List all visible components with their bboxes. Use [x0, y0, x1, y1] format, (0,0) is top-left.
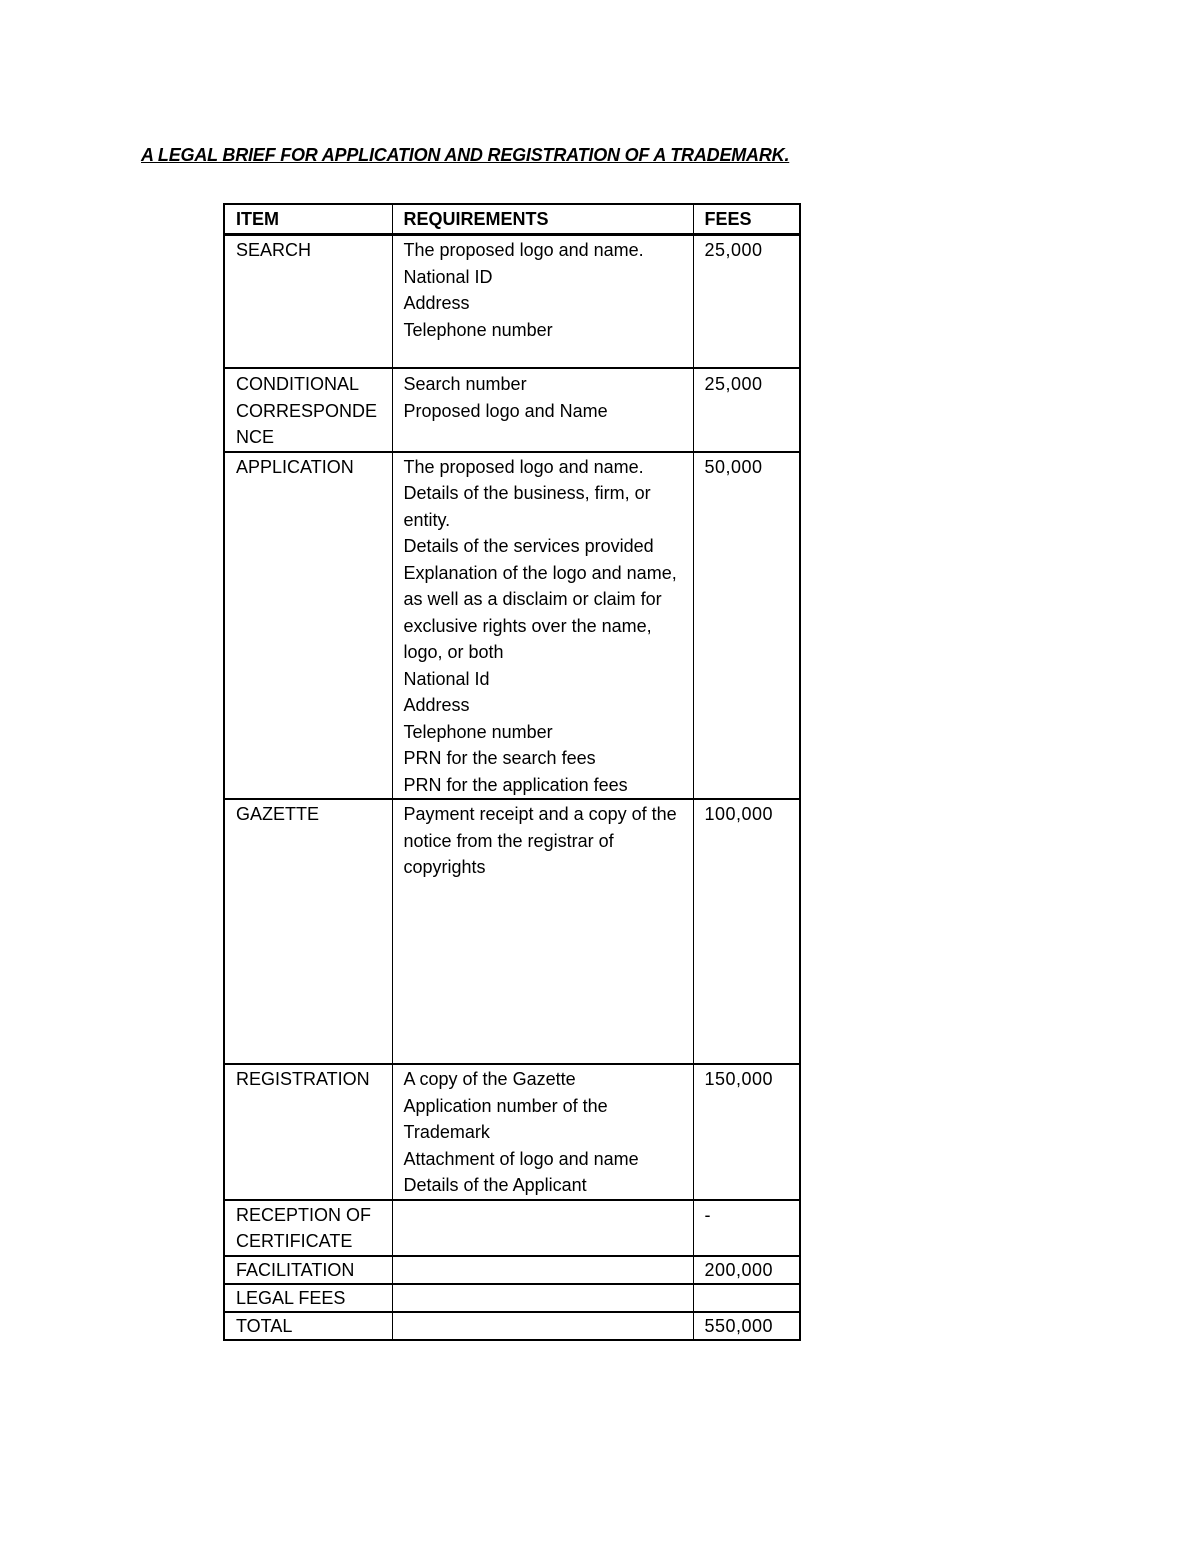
fee-cell — [693, 1284, 800, 1312]
item-cell — [224, 235, 392, 369]
item-cell — [224, 368, 392, 452]
requirement-line: Payment receipt and a copy of the notice from the registrar of copyrights — [403, 804, 677, 877]
fee-value: - — [704, 1204, 711, 1225]
item-label: GAZETTE — [236, 804, 320, 824]
fee-value: 25,000 — [704, 240, 763, 260]
table-row-search — [224, 235, 800, 369]
fee-value: 200,000 — [704, 1259, 774, 1280]
table-row-total — [224, 1312, 800, 1340]
requirement-line: The proposed logo and name. — [403, 456, 644, 477]
requirement-line: National Id — [403, 668, 490, 689]
fee-cell — [693, 799, 800, 1064]
fees-table — [223, 203, 801, 1341]
table-header-row — [224, 204, 800, 235]
table-row-reception-of-certificate — [224, 1200, 800, 1256]
fee-value: 25,000 — [704, 374, 763, 394]
item-cell — [224, 1312, 392, 1340]
requirement-line: Explanation of the logo and name, as well as a disclaim or claim for exclusive rights over the name, logo, or both — [403, 562, 677, 662]
fee-cell — [693, 452, 800, 800]
item-label: NCE — [236, 427, 275, 447]
table-row-registration — [224, 1064, 800, 1200]
document-title: A LEGAL BRIEF FOR APPLICATION AND REGISTRATION OF A TRADEMARK. — [141, 145, 790, 165]
requirements-cell — [392, 1284, 693, 1312]
item-label: REGISTRATION — [236, 1069, 370, 1089]
requirement-line: Attachment of logo and name — [403, 1148, 639, 1169]
requirements-cell — [392, 799, 693, 1064]
item-label: LEGAL FEES — [236, 1287, 346, 1308]
item-cell — [224, 799, 392, 1064]
requirement-line: Details of the services provided — [403, 536, 654, 556]
table-row-conditional-correspondence — [224, 368, 800, 452]
item-label: SEARCH — [236, 240, 312, 260]
fee-value: 50,000 — [704, 456, 763, 477]
requirement-line: Details of the business, firm, or entity. — [403, 483, 651, 530]
item-label: FACILITATION — [236, 1259, 355, 1280]
header-fees: FEES — [693, 204, 800, 235]
fee-cell — [693, 1256, 800, 1284]
total-fee-value: 550,000 — [704, 1315, 774, 1336]
requirement-line: The proposed logo and name. — [403, 240, 644, 260]
requirements-cell — [392, 452, 693, 800]
requirements-cell — [392, 1200, 693, 1256]
item-cell — [224, 452, 392, 800]
requirement-line: A copy of the Gazette — [403, 1069, 576, 1089]
requirement-line: Telephone number — [403, 319, 553, 340]
table-row-facilitation — [224, 1256, 800, 1284]
header-item: ITEM — [224, 204, 392, 235]
item-cell — [224, 1256, 392, 1284]
requirement-line: PRN for the application fees — [403, 774, 628, 795]
item-cell — [224, 1284, 392, 1312]
fee-value: 100,000 — [704, 804, 774, 824]
item-label: CORRESPONDE — [236, 400, 378, 421]
header-requirements: REQUIREMENTS — [392, 204, 693, 235]
item-cell — [224, 1200, 392, 1256]
requirements-cell — [392, 1312, 693, 1340]
table-row-gazette — [224, 799, 800, 1064]
requirement-line: PRN for the search fees — [403, 748, 596, 768]
item-label: RECEPTION OF — [236, 1204, 372, 1225]
item-label: TOTAL — [236, 1315, 293, 1336]
item-label: APPLICATION — [236, 456, 354, 477]
item-label: CONDITIONAL — [236, 374, 360, 394]
table-row-legal-fees — [224, 1284, 800, 1312]
table-row-application — [224, 452, 800, 800]
fee-value: 150,000 — [704, 1069, 774, 1089]
requirement-line: Address — [403, 695, 470, 715]
requirement-line: National ID — [403, 266, 493, 287]
requirement-line: Search number — [403, 374, 527, 394]
fee-cell — [693, 1200, 800, 1256]
fee-cell — [693, 1312, 800, 1340]
requirement-line: Proposed logo and Name — [403, 400, 608, 421]
requirement-line: Application number of the Trademark — [403, 1095, 608, 1142]
requirements-cell — [392, 368, 693, 452]
item-cell — [224, 1064, 392, 1200]
requirement-line: Details of the Applicant — [403, 1175, 587, 1195]
requirement-line: Telephone number — [403, 721, 553, 742]
requirements-cell — [392, 1256, 693, 1284]
fee-cell — [693, 1064, 800, 1200]
requirement-line: Address — [403, 293, 470, 313]
item-label: CERTIFICATE — [236, 1231, 353, 1251]
fee-cell — [693, 235, 800, 369]
requirements-cell — [392, 1064, 693, 1200]
fee-cell — [693, 368, 800, 452]
requirements-cell — [392, 235, 693, 369]
